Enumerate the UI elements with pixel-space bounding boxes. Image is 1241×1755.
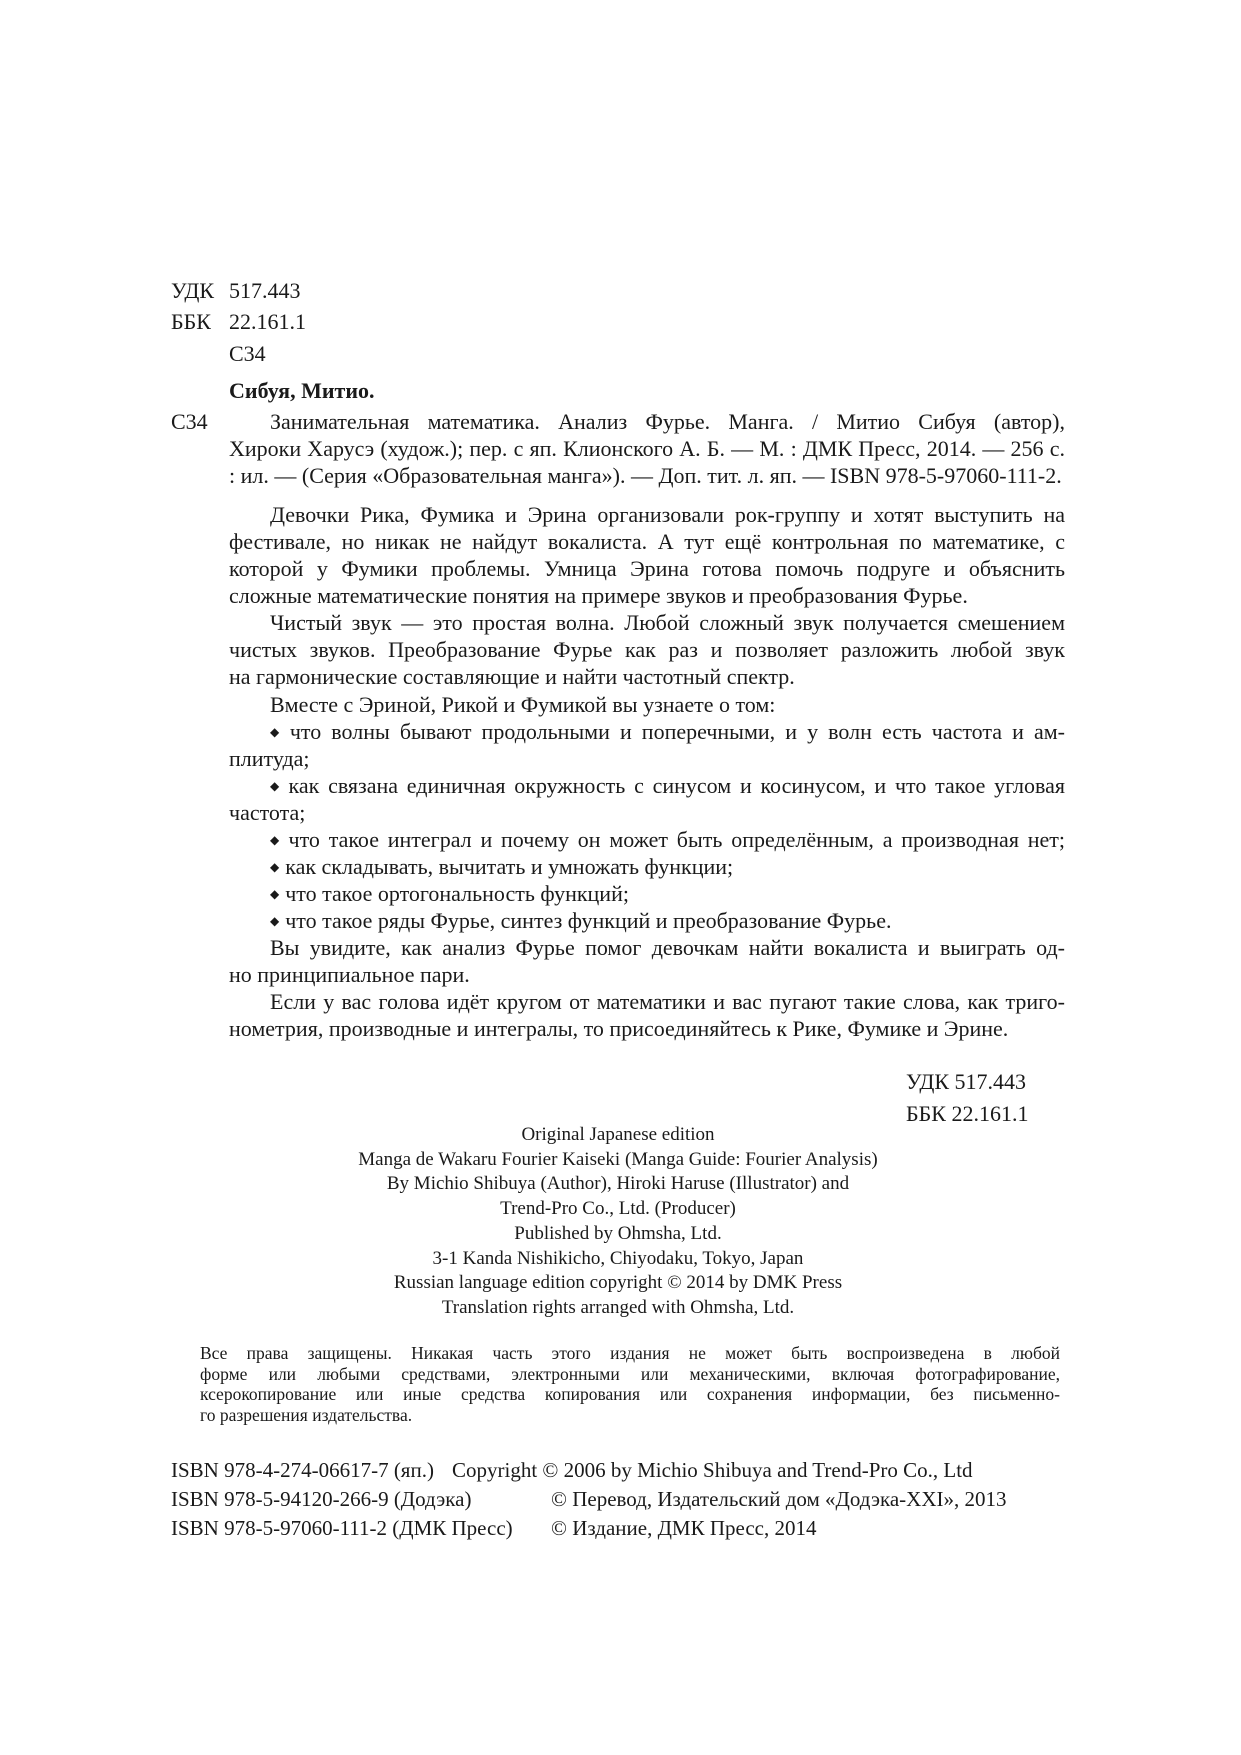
p4-line-2: но принципиальное пари. (229, 962, 470, 987)
bbk-bottom: ББК 22.161.1 (906, 1101, 1029, 1126)
udk-line (171, 277, 301, 304)
p1-line-4: сложные математические понятия на примере звуков и преобразования Фурье. (229, 583, 968, 608)
bib-line-2: Хироки Харусэ (худож.); пер. с яп. Клионского А. Б. — М. : ДМК Пресс, 2014. — 256 с. (229, 436, 1065, 461)
udk-value: 517.443 (229, 278, 301, 303)
isbn-1: ISBN 978-4-274-06617-7 (яп.) (171, 1458, 434, 1482)
udk-bottom: УДК 517.443 (906, 1069, 1027, 1094)
bullet-2-line-2: частота; (229, 800, 306, 825)
orig-line-5: Published by Ohmsha, Ltd. (514, 1222, 722, 1244)
p1-line-1: Девочки Рика, Фумика и Эрина организовали рок-группу и хотят выступить на (270, 502, 1065, 527)
bullet-1-line-1: ◆ что волны бывают продольными и поперечными, и у волн есть частота и ам- (270, 718, 1065, 746)
orig-line-7: Russian language edition copyright © 2014 by DMK Press (393, 1272, 843, 1294)
orig-line-3: By Michio Shibuya (Author), Hiroki Haruse (Illustrator) and (386, 1173, 850, 1195)
p5-line-1: Если у вас голова идёт кругом от математики и вас пугают такие слова, как триго- (270, 989, 1065, 1014)
bullet-5: ◆ что такое ортогональность функций; (270, 880, 629, 908)
udk-label: УДК (171, 278, 215, 303)
rights-line-4: го разрешения издательства. (200, 1404, 413, 1425)
bullet-6: ◆ что такое ряды Фурье, синтез функций и преобразование Фурье. (270, 907, 891, 935)
bbk-label: ББК (171, 309, 211, 334)
bullet-3: ◆ что такое интеграл и почему он может быть определённым, а производная нет; (270, 826, 1065, 854)
bullet-2-line-1: ◆ как связана единичная окружность с синусом и косинусом, и что такое угловая (270, 772, 1065, 800)
rights-line-1: Все права защищены. Никакая часть этого издания не может быть воспроизведена в любой (200, 1343, 1060, 1363)
copyright-1: Copyright © 2006 by Michio Shibuya and Trend-Pro Co., Ltd (452, 1458, 973, 1482)
orig-line-2: Manga de Wakaru Fourier Kaiseki (Manga Guide: Fourier Analysis) (358, 1148, 878, 1170)
orig-line-8: Translation rights arranged with Ohmsha, Ltd. (441, 1296, 795, 1318)
isbn-2: ISBN 978-5-94120-266-9 (Додэка) (171, 1487, 472, 1511)
p2-line-2: чистых звуков. Преобразование Фурье как раз и позволяет разложить любой звук (229, 637, 1065, 662)
copyright-2: © Перевод, Издательский дом «Додэка-XXI», 2013 (551, 1487, 1007, 1511)
bib-line-3: : ил. — (Серия «Образовательная манга»). — Доп. тит. л. яп. — ISBN 978-5-97060-111-2. (229, 463, 1062, 488)
p1-line-3: которой у Фумики проблемы. Умница Эрина готова помочь подруге и объяснить (229, 556, 1065, 581)
bullet-1-line-2: плитуда; (229, 746, 310, 771)
orig-line-1: Original Japanese edition (521, 1124, 715, 1145)
bbk-line (171, 308, 306, 335)
isbn-3: ISBN 978-5-97060-111-2 (ДМК Пресс) (171, 1516, 513, 1540)
copyright-3: © Издание, ДМК Пресс, 2014 (551, 1516, 817, 1540)
p1-line-2: фестивале, но никак не найдут вокалиста. А тут ещё контрольная по математике, с (229, 529, 1065, 554)
p2-line-3: на гармонические составляющие и найти частотный спектр. (229, 664, 795, 689)
orig-line-6: 3-1 Kanda Nishikicho, Chiyodaku, Tokyo, Japan (432, 1247, 804, 1269)
p3-line: Вместе с Эриной, Рикой и Фумикой вы узнаете о том: (270, 692, 776, 717)
bullet-4: ◆ как складывать, вычитать и умножать функции; (270, 853, 733, 881)
rights-line-2: форме или любыми средствами, электронными или механическими, включая фотографирование, (200, 1363, 1060, 1384)
orig-line-4: Trend-Pro Co., Ltd. (Producer) (500, 1198, 736, 1220)
bib-sign: С34 (171, 409, 208, 434)
author-sign: С34 (229, 341, 266, 366)
p4-line-1: Вы увидите, как анализ Фурье помог девочкам найти вокалиста и выиграть од- (270, 935, 1065, 960)
p5-line-2: нометрия, производные и интегралы, то присоединяйтесь к Рике, Фумике и Эрине. (229, 1016, 1009, 1041)
bbk-value: 22.161.1 (229, 309, 306, 334)
p2-line-1: Чистый звук — это простая волна. Любой сложный звук получается смешением (270, 610, 1065, 635)
author-name: Сибуя, Митио. (229, 378, 375, 403)
bib-line-1: Занимательная математика. Анализ Фурье. Манга. / Митио Сибуя (автор), (270, 409, 1065, 434)
rights-line-3: ксерокопирование или иные средства копирования или сохранения информации, без письменно- (200, 1384, 1060, 1404)
